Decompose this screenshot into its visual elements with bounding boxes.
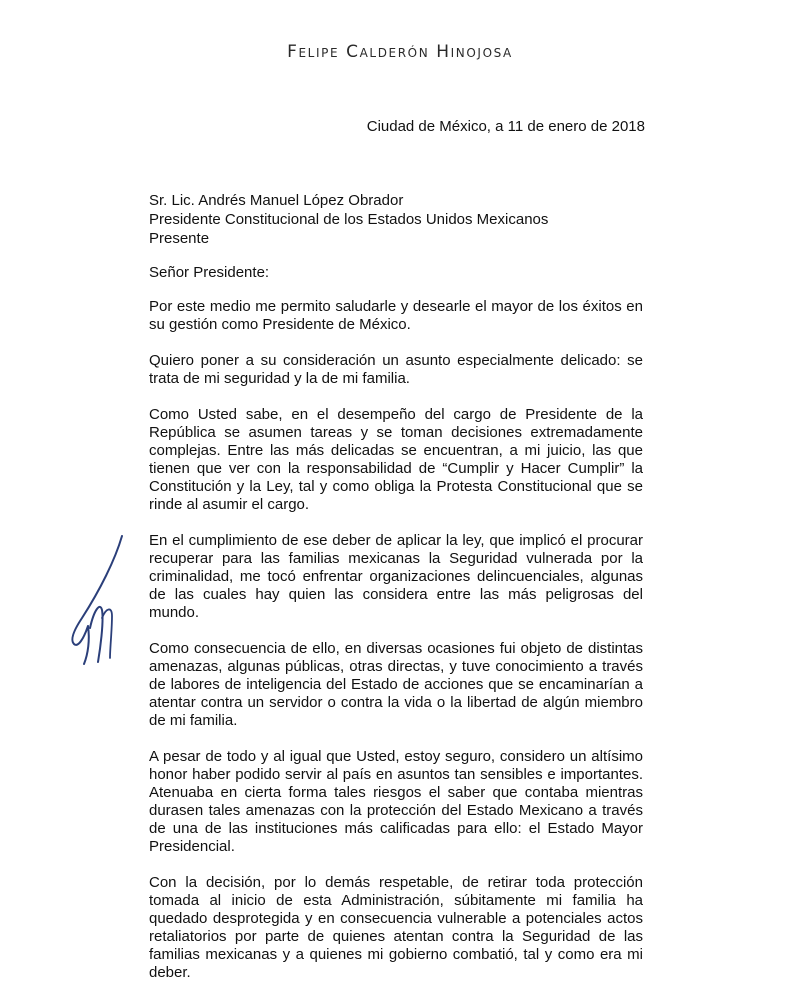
salutation: Señor Presidente:	[149, 264, 270, 281]
paragraph: Con la decisión, por lo demás respetable, de retirar toda protección tomada al inicio de esta Administración, súbitamente mi familia ha quedado desprotegida y en consecuencia vulnerable a potenciales actos retaliatorios por parte de quienes atentan contra la Seguridad de las familias mexicanas y a quienes mi gobierno combatió, tal y como era mi deber.	[149, 874, 643, 981]
addressee-block	[149, 191, 548, 248]
paragraph: En el cumplimiento de ese deber de aplicar la ley, que implicó el procurar recuperar para las familias mexicanas la Seguridad vulnerada por la criminalidad, me tocó enfrentar organizaciones delincuenciales, algunas de las cuales hay quien las considera entre las más peligrosas del mundo.	[149, 532, 643, 621]
paragraph: Quiero poner a su consideración un asunto especialmente delicado: se trata de mi seguridad y la de mi familia.	[149, 352, 643, 387]
letterhead-name: Felipe Calderón Hinojosa	[287, 42, 513, 62]
addressee-name: Sr. Lic. Andrés Manuel López Obrador	[149, 192, 404, 209]
addressee-presente: Presente	[149, 230, 210, 247]
paragraph: Como consecuencia de ello, en diversas ocasiones fui objeto de distintas amenazas, algunas públicas, otras directas, y tuve conocimiento a través de labores de inteligencia del Estado de acciones que se encaminarían a atentar contra un servidor o contra la vida o la libertad de algún miembro de mi familia.	[149, 640, 643, 729]
paragraph: Como Usted sabe, en el desempeño del cargo de Presidente de la República se asumen tareas y se toman decisiones extremadamente complejas. Entre las más delicadas se encuentran, a mi juicio, las que tienen que ver con la responsabilidad de “Cumplir y Hacer Cumplir” la Constitución y la Ley, tal y como obliga la Protesta Constitucional que se rinde al asumir el cargo.	[149, 406, 643, 513]
paragraph: Por este medio me permito saludarle y desearle el mayor de los éxitos en su gestión como Presidente de México.	[149, 298, 643, 333]
handwritten-initial-signature	[60, 530, 140, 670]
addressee-title: Presidente Constitucional de los Estados Unidos Mexicanos	[149, 211, 549, 228]
paragraph: A pesar de todo y al igual que Usted, estoy seguro, considero un altísimo honor haber podido servir al país en asuntos tan sensibles e importantes. Atenuaba en cierta forma tales riesgos el saber que contaba mientras durasen tales amenazas con la protección del Estado Mexicano a través de una de las instituciones más calificadas para ello: el Estado Mayor Presidencial.	[149, 748, 643, 855]
date-line: Ciudad de México, a 11 de enero de 2018	[366, 118, 645, 135]
letter-body	[149, 298, 643, 1000]
